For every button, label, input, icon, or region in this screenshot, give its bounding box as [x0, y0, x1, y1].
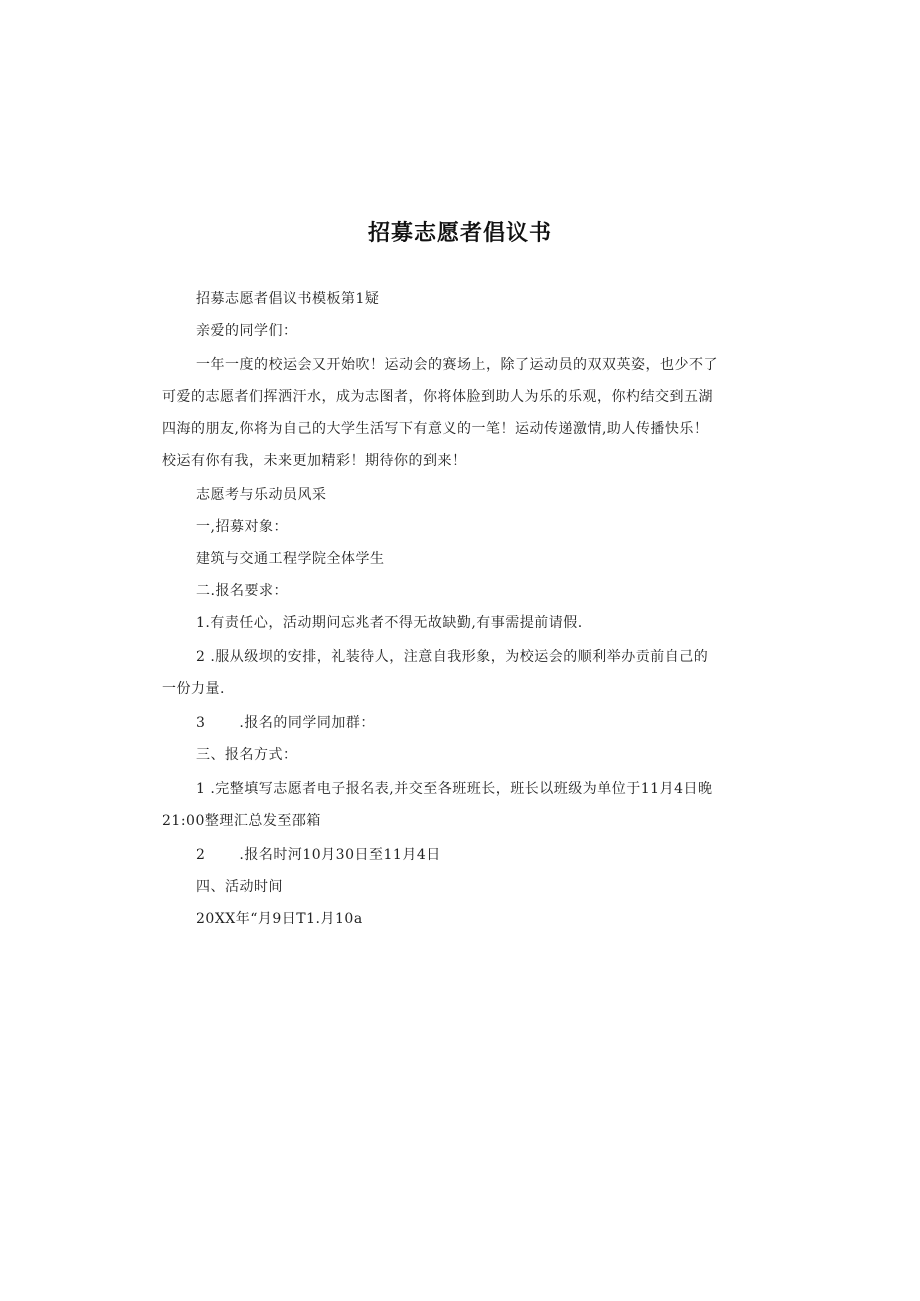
- signup-item-2: [162, 839, 754, 871]
- signup-item-1: [162, 773, 754, 837]
- section-heading-requirements: 二.报名要求：: [196, 583, 288, 599]
- intro-line: 一年一度的校运会又开始吹！运动会的赛场上，除了运动员的双双英姿，也少不了: [196, 357, 718, 373]
- section-heading-recruitment-target: 一,招募对象：: [196, 519, 288, 535]
- intro-line: 四海的朋友,你将为自己的大学生活写下有意义的一笔！运动传递激情,助人传播快乐！: [162, 421, 709, 437]
- activity-time-content: 20XX年“月9日T1.月10a: [196, 911, 363, 927]
- slogan: 志愿考与乐动员风采: [196, 487, 327, 503]
- signup-item-1-line: 1 .完整填写志愿者电子报名表,并交至各班班长，班长以班级为单位于11月4日晚: [196, 781, 713, 797]
- section-heading-signup-method: 三、报名方式：: [196, 747, 298, 763]
- intro-line: 校运有你有我，未来更加精彩！期待你的到来！: [162, 453, 467, 469]
- recruitment-target-content: 建筑与交通工程学院全体学生: [196, 551, 385, 567]
- section-heading-activity-time: 四、活动时间: [196, 879, 283, 895]
- intro-paragraph: [162, 349, 754, 477]
- requirement-item-2-line: 2 .服从级坝的安排，礼装待人，注意自我形象，为校运会的顺利举办贡前自己的: [196, 649, 709, 665]
- document-body: [162, 283, 754, 935]
- requirement-item-3-number: 3: [196, 715, 206, 731]
- requirement-item-2: [162, 641, 754, 705]
- greeting: 亲爱的同学们：: [196, 323, 298, 339]
- signup-item-2-text: .报名时河10月30日至11月4日: [239, 847, 441, 863]
- requirement-item-3: [162, 707, 754, 739]
- requirement-item-1: 1.有责任心，活动期问忘兆者不得无故缺勤,有事需提前请假.: [196, 615, 583, 631]
- signup-item-2-number: 2: [196, 847, 206, 863]
- signup-item-1-line: 21:00整理汇总发至邵箱: [162, 813, 321, 829]
- template-subtitle: 招募志愿者倡议书模板第1疑: [196, 291, 380, 307]
- requirement-item-2-line: 一份力量.: [162, 681, 225, 697]
- intro-line: 可爱的志愿者们挥洒汗水，成为志图者，你将体脸到助人为乐的乐观，你杓结交到五湖: [162, 389, 713, 405]
- requirement-item-3-text: .报名的同学同加群：: [239, 715, 375, 731]
- document-title: 招募志愿者倡议书: [367, 221, 552, 246]
